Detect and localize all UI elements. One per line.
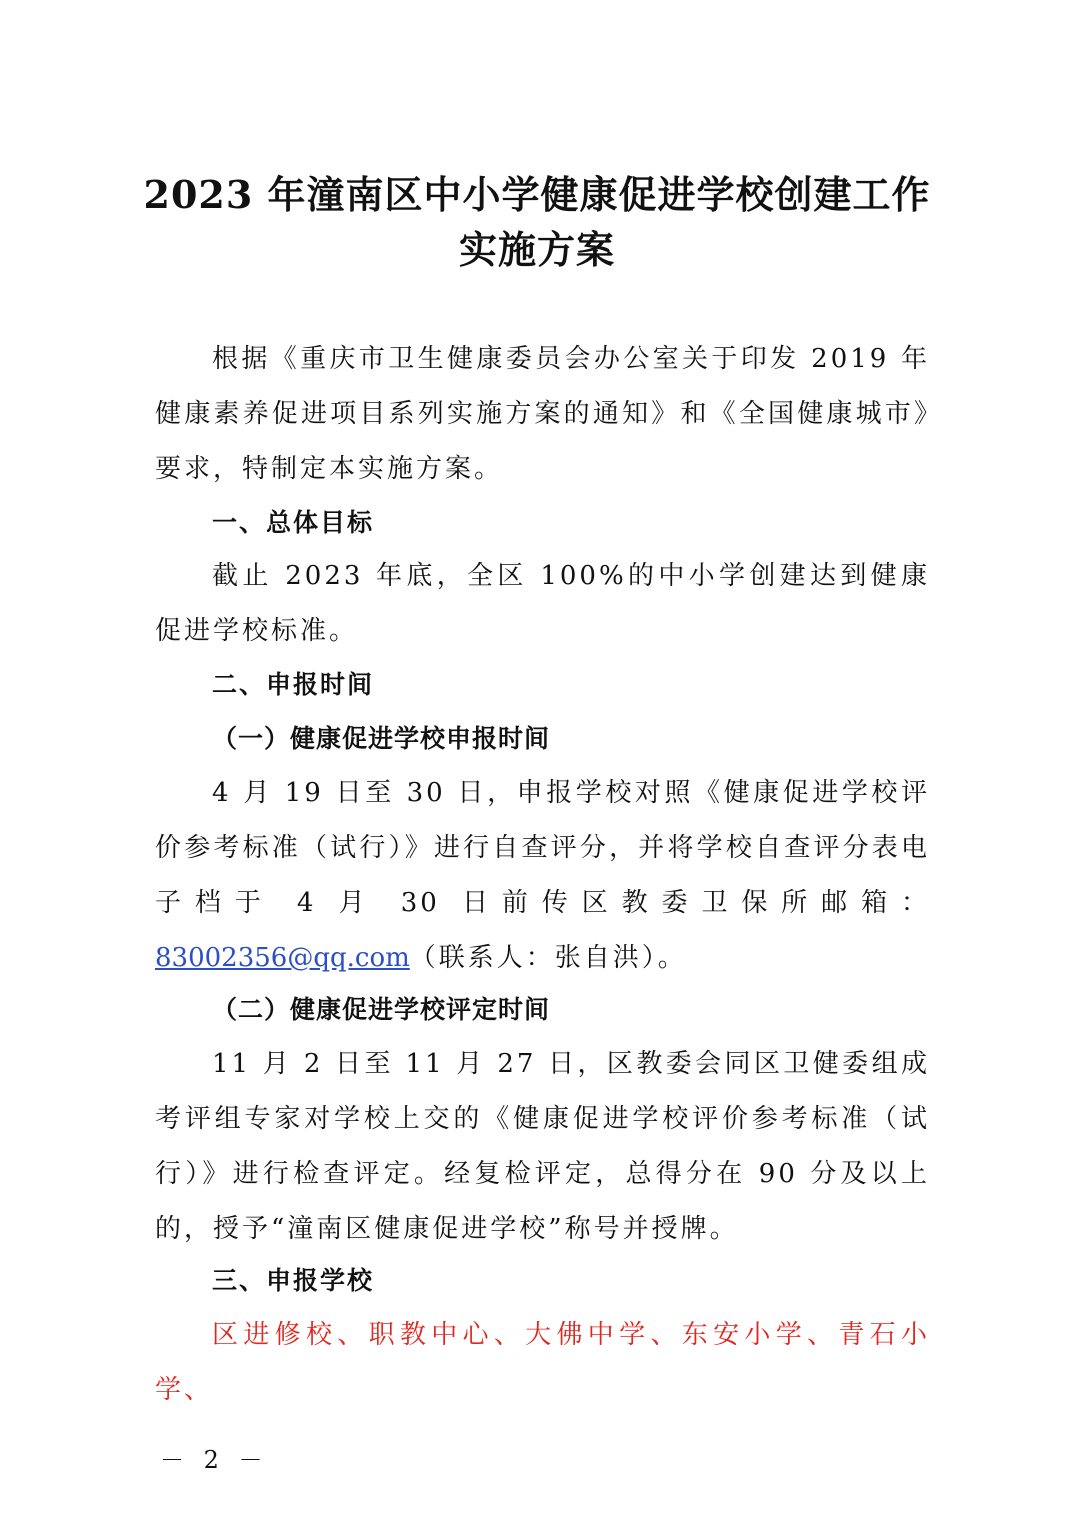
subsection-1-heading: （一）健康促进学校申报时间 bbox=[212, 724, 551, 753]
subsection-2-heading: （二）健康促进学校评定时间 bbox=[212, 995, 551, 1024]
section-3-heading: 三、申报学校 bbox=[212, 1266, 375, 1295]
page-number: － 2 － bbox=[160, 1446, 269, 1474]
contact-person-text: （联系人：张自洪）。 bbox=[409, 943, 687, 973]
schools-list: 区进修校、职教中心、大佛中学、东安小学、青石小学、 bbox=[155, 1320, 930, 1405]
section-1-paragraph: 截止 2023 年底，全区 100%的中小学创建达到健康促进学校标准。 bbox=[155, 561, 930, 646]
intro-paragraph: 根据《重庆市卫生健康委员会办公室关于印发 2019 年健康素养促进项目系列实施方案的通知》和《全国健康城市》要求，特制定本实施方案。 bbox=[155, 344, 930, 484]
subsection-1-paragraph bbox=[155, 766, 930, 986]
subsection-1-text: 4 月 19 日至 30 日，申报学校对照《健康促进学校评价参考标准（试行）》进行自查评分，并将学校自查评分表电子档于 4 月 30 日前传区教委卫保所邮箱： bbox=[155, 778, 930, 918]
document-title-line-2: 实施方案 bbox=[458, 227, 615, 272]
document-title-line-1: 2023 年潼南区中小学健康促进学校创建工作 bbox=[143, 172, 931, 217]
section-2-heading: 二、申报时间 bbox=[212, 670, 375, 699]
subsection-2-paragraph: 11 月 2 日至 11 月 27 日，区教委会同区卫健委组成考评组专家对学校上交的《健康促进学校评价参考标准（试行）》进行检查评定。经复检评定，总得分在 90 分及以上的，授予“潼南区健康促进学校”称号并授牌。 bbox=[155, 1049, 930, 1244]
email-link[interactable]: 83002356@qq.com bbox=[155, 943, 410, 973]
section-1-heading: 一、总体目标 bbox=[212, 508, 375, 537]
